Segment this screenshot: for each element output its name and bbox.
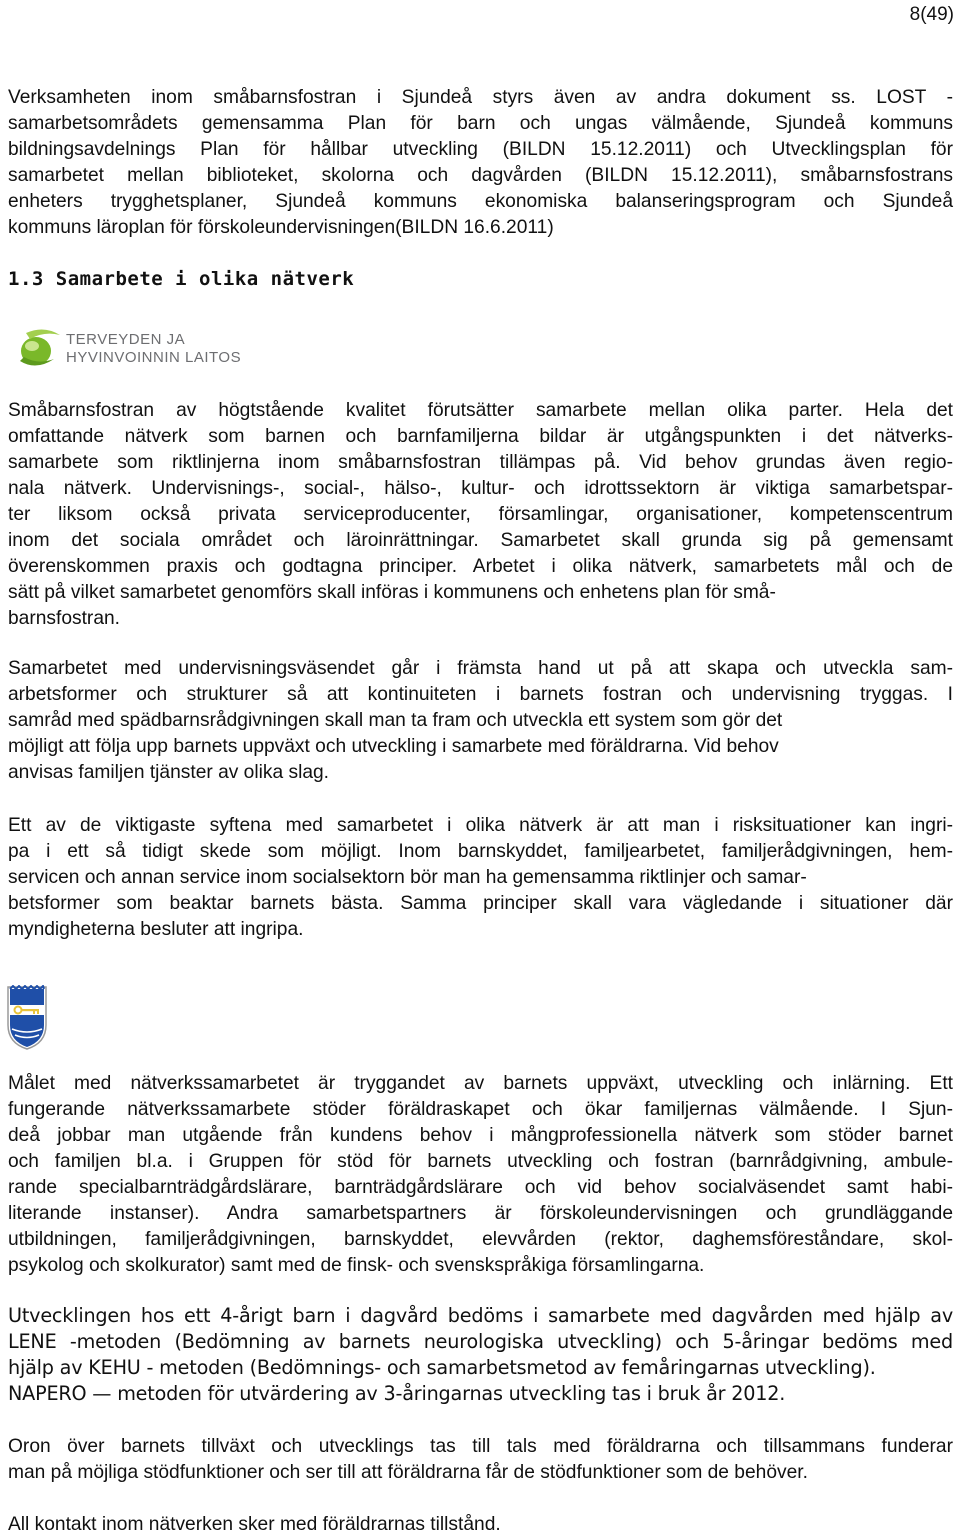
text-line: anvisas familjen tjänster av olika slag. bbox=[8, 762, 330, 783]
text-line: man på möjliga stödfunktioner och ser till att föräldrarna får de stödfunktioner som de behöver. bbox=[8, 1462, 808, 1483]
text-line: myndigheterna besluter att ingripa. bbox=[8, 919, 304, 940]
text-line: nala nätverk. Undervisnings-, social-, hälso-, kultur- och idrottssektorn är viktiga samarbetspar- bbox=[8, 478, 953, 499]
text-line: överenskommen praxis och godtagna principer. Arbetet i olika nätverk, samarbetets mål och de bbox=[8, 556, 953, 577]
logo-line1: TERVEYDEN JA bbox=[66, 331, 186, 348]
text-line: utbildningen, familjerådgivningen, barnskyddet, elevvården (rektor, daghemsföreståndare, skol- bbox=[8, 1229, 953, 1250]
text-line: sätt på vilket samarbetet genomförs skall införas i kommunens och enhetens plan för små- bbox=[8, 582, 776, 603]
text-line: Småbarnsfostran av högtstående kvalitet förutsätter samarbete mellan olika parter. Hela det bbox=[8, 400, 953, 421]
thl-logo bbox=[14, 325, 244, 373]
paragraph-7 bbox=[8, 1512, 953, 1538]
text-line: NAPERO — metoden för utvärdering av 3-åringarnas utveckling tas i bruk år 2012. bbox=[8, 1382, 786, 1405]
text-line: pa i ett så tidigt skede som möjligt. Inom barnskyddet, familjearbetet, familjerådgivningen, hem- bbox=[8, 841, 953, 862]
section-heading: 1.3 Samarbete i olika nätverk bbox=[8, 268, 355, 290]
paragraph-5 bbox=[8, 1303, 953, 1407]
text-line: bildningsavdelnings Plan för hållbar utveckling (BILDN 15.12.2011) och Utvecklingsplan för bbox=[8, 139, 953, 160]
coat-of-arms-icon bbox=[6, 985, 48, 1051]
text-line: barnsfostran. bbox=[8, 608, 120, 629]
thl-leaf-icon bbox=[20, 329, 60, 365]
text-line: LENE -metoden (Bedömning av barnets neurologiska utveckling) och 5-åringar bedöms med bbox=[8, 1330, 953, 1353]
intro-paragraph bbox=[8, 85, 953, 241]
text-line: Målet med nätverkssamarbetet är tryggandet av barnets uppväxt, utveckling och inlärning. Ett bbox=[8, 1073, 953, 1094]
paragraph-3 bbox=[8, 813, 953, 943]
text-line: servicen och annan service inom socialsektorn bör man ha gemensamma riktlinjer och samar- bbox=[8, 867, 807, 888]
paragraph-4 bbox=[8, 1071, 953, 1279]
text-line: psykolog och skolkurator) samt med de finsk- och svenskspråkiga församlingarna. bbox=[8, 1255, 705, 1276]
text-line: rande specialbarnträdgårdslärare, barnträdgårdslärare och vid behov socialväsendet samt habi- bbox=[8, 1177, 953, 1198]
paragraph-1 bbox=[8, 398, 953, 632]
page-number: 8(49) bbox=[909, 4, 954, 25]
paragraph-2 bbox=[8, 656, 953, 786]
text-line: enheters trygghetsplaner, Sjundeå kommuns ekonomiska balanseringsprogram och Sjundeå bbox=[8, 191, 953, 212]
text-line: hjälp av KEHU - metoden (Bedömnings- och samarbetsmetod av femåringarnas utveckling). bbox=[8, 1356, 876, 1379]
text-line: Samarbetet med undervisningsväsendet går i främsta hand ut på att skapa och utveckla sam- bbox=[8, 658, 953, 679]
text-line: All kontakt inom nätverken sker med föräldrarnas tillstånd. bbox=[8, 1514, 501, 1535]
text-line: möjligt att följa upp barnets uppväxt och utveckling i samarbete med föräldrarna. Vid behov bbox=[8, 736, 779, 757]
text-line: omfattande nätverk som barnen och barnfamiljerna bildar är utgångspunkten i det nätverks- bbox=[8, 426, 953, 447]
text-line: Utvecklingen hos ett 4-årigt barn i dagvård bedöms i samarbete med dagvården med hjälp av bbox=[8, 1304, 953, 1327]
text-line: och familjen bl.a. i Gruppen för stöd för barnets utveckling och fostran (barnrådgivning, ambule- bbox=[8, 1151, 953, 1172]
logo-line2: HYVINVOINNIN LAITOS bbox=[66, 349, 242, 366]
text-line: fungerande nätverkssamarbete stöder föräldraskapet och ökar familjernas välmående. I Sjun- bbox=[8, 1099, 953, 1120]
text-line: ter liksom också privata serviceproducenter, församlingar, organisationer, kompetenscentrum bbox=[8, 504, 953, 525]
text-line: samråd med spädbarnsrådgivningen skall man ta fram och utveckla ett system som gör det bbox=[8, 710, 783, 731]
text-line: samarbetsområdets gemensamma Plan för barn och ungas välmående, Sjundeå kommuns bbox=[8, 113, 953, 134]
text-line: samarbete som riktlinjerna inom småbarnsfostran tillämpas på. Vid behov grundas även regio- bbox=[8, 452, 953, 473]
text-line: Oron över barnets tillväxt och utvecklings tas till tals med föräldrarna och tillsammans funderar bbox=[8, 1436, 953, 1457]
text-line: literande instanser). Andra samarbetspartners är förskoleundervisningen och grundläggande bbox=[8, 1203, 953, 1224]
text-line: kommuns läroplan för förskoleundervisningen(BILDN 16.6.2011) bbox=[8, 217, 554, 238]
text-line: samarbetet mellan biblioteket, skolorna och dagvården (BILDN 15.12.2011), småbarnsfostrans bbox=[8, 165, 953, 186]
text-line: Verksamheten inom småbarnsfostran i Sjundeå styrs även av andra dokument ss. LOST - bbox=[8, 87, 953, 108]
paragraph-6 bbox=[8, 1434, 953, 1486]
text-line: arbetsformer och strukturer så att kontinuiteten i barnets fostran och undervisning tryggas. I bbox=[8, 684, 953, 705]
text-line: Ett av de viktigaste syftena med samarbetet i olika nätverk är att man i risksituationer kan ingri- bbox=[8, 815, 953, 836]
text-line: inom det sociala området och läroinrättningar. Samarbetet skall grunda sig på gemensamt bbox=[8, 530, 953, 551]
text-line: betsformer som beaktar barnets bästa. Samma principer skall vara vägledande i situationer där bbox=[8, 893, 953, 914]
text-line: deå jobbar man utgående från kundens behov i mångprofessionella nätverk som stöder barnet bbox=[8, 1125, 953, 1146]
